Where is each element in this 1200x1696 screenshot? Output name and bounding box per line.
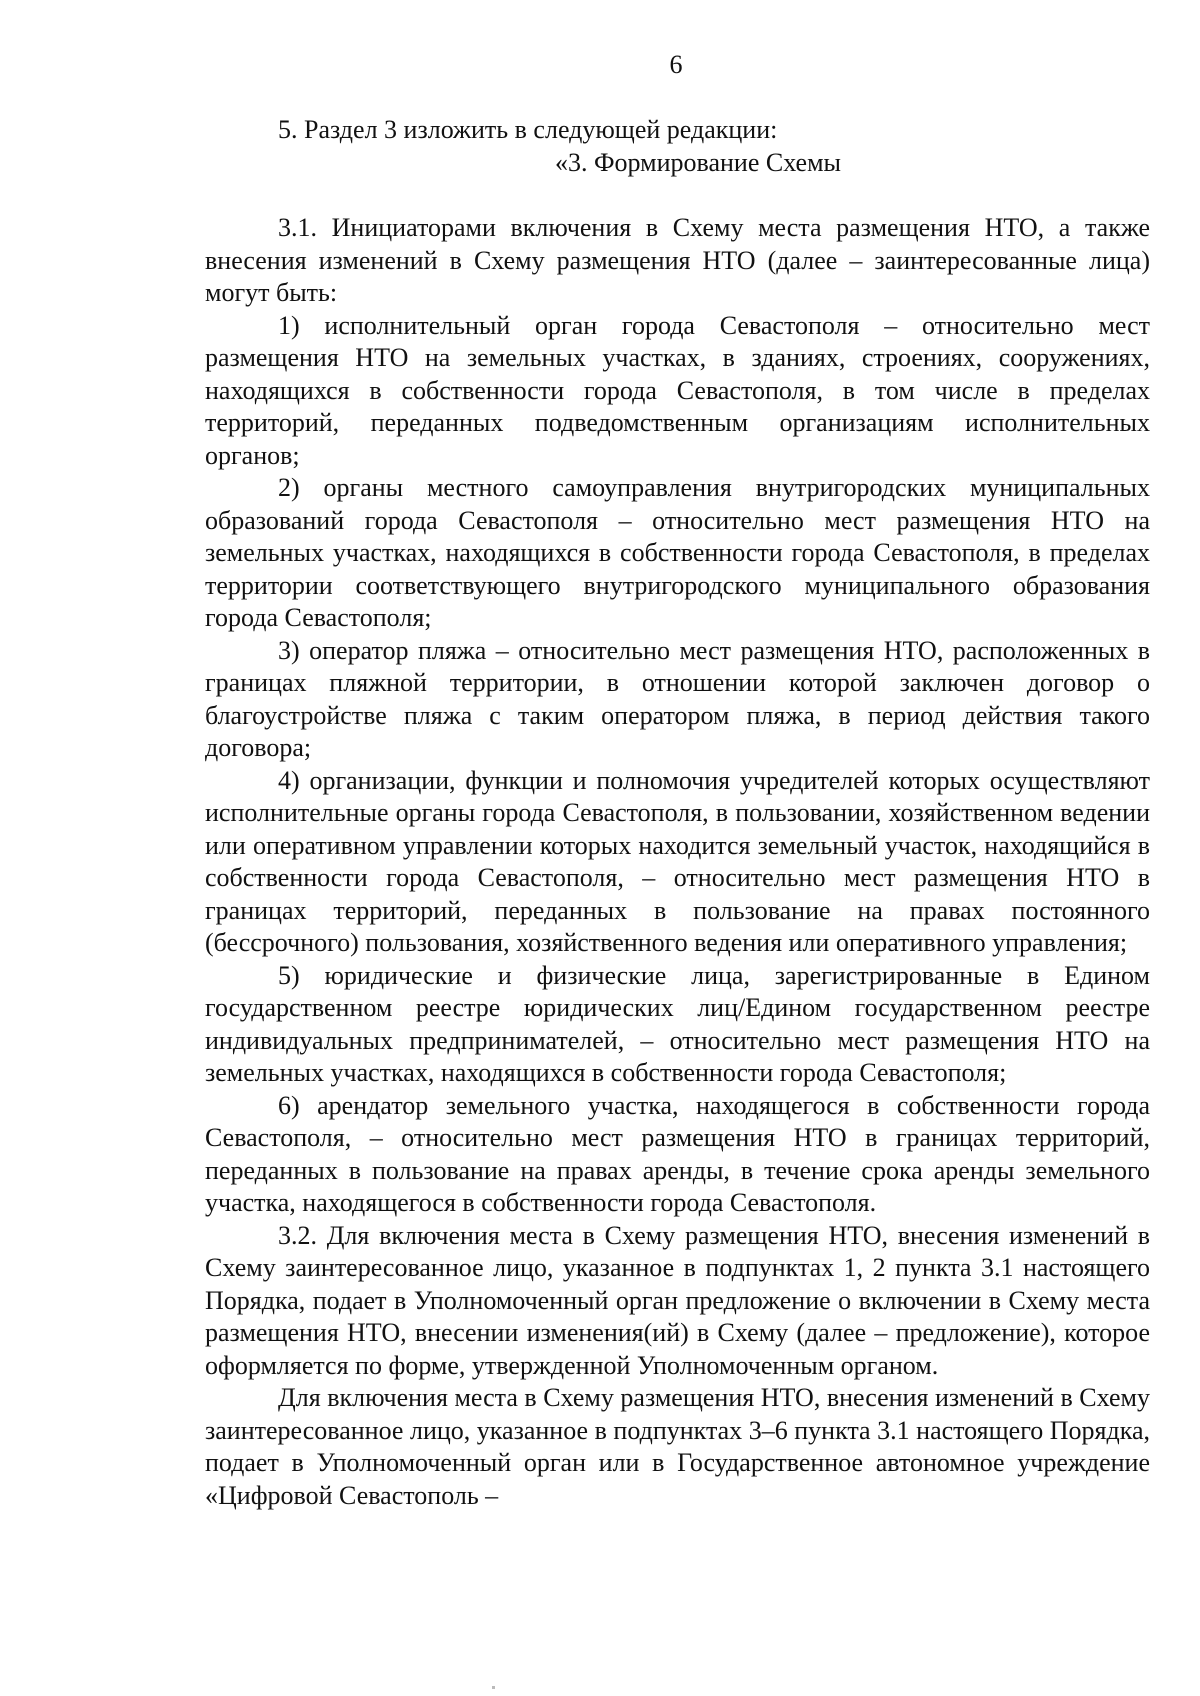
paragraph-3-1: 3.1. Инициаторами включения в Схему места размещения НТО, а также внесения изменений в Схему размещения НТО (далее – заинтересованные лица) могут быть: bbox=[205, 213, 1150, 307]
list-item-1: 1) исполнительный орган города Севастополя – относительно мест размещения НТО на земельных участках, в зданиях, строениях, сооружениях, находящихся в собственности города Севастополя, в том числе в пределах территорий, переданных подведомственным организациям исполнительных органов; bbox=[205, 310, 1150, 470]
list-item-4: 4) организации, функции и полномочия учредителей которых осуществляют исполнительные органы города Севастополя, в пользовании, хозяйственном ведении или оперативном управлении которых находится земельный участок, находящийся в собственности города Севастополя, – относительно мест размещения НТО в границах территорий, переданных в пользование на правах постоянного (бессрочного) пользования, хозяйственного ведения или оперативного управления; bbox=[205, 765, 1150, 957]
paragraph-3-2: 3.2. Для включения места в Схему размещения НТО, внесения изменений в Схему заинтересованное лицо, указанное в подпунктах 1, 2 пункта 3.1 настоящего Порядка, подает в Уполномоченный орган предложение о включении в Схему места размещения НТО, внесении изменения(ий) в Схему (далее – предложение), которое оформляется по форме, утвержденной Уполномоченным органом. bbox=[205, 1220, 1150, 1380]
scan-artifact bbox=[492, 1686, 495, 1689]
list-item-6: 6) арендатор земельного участка, находящегося в собственности города Севастополя, – относительно мест размещения НТО в границах территорий, переданных в пользование на правах аренды, в течение срока аренды земельного участка, находящегося в собственности города Севастополя. bbox=[205, 1090, 1150, 1217]
document-body bbox=[205, 114, 1150, 1512]
paragraph-continuation: Для включения места в Схему размещения НТО, внесения изменений в Схему заинтересованное лицо, указанное в подпунктах 3–6 пункта 3.1 настоящего Порядка, подает в Уполномоченный орган или в Государственное автономное учреждение «Цифровой Севастополь – bbox=[205, 1383, 1150, 1510]
amendment-intro: 5. Раздел 3 изложить в следующей редакции: bbox=[278, 115, 778, 144]
page-number: 6 bbox=[669, 50, 683, 79]
list-item-5: 5) юридические и физические лица, зарегистрированные в Едином государственном реестре юридических лиц/Едином государственном реестре индивидуальных предпринимателей, – относительно мест размещения НТО на земельных участках, находящихся в собственности города Севастополя; bbox=[205, 960, 1150, 1087]
section-title: «3. Формирование Схемы bbox=[555, 147, 842, 177]
list-item-3: 3) оператор пляжа – относительно мест размещения НТО, расположенных в границах пляжной территории, в отношении которой заключен договор о благоустройстве пляжа с таким оператором пляжа, в период действия такого договора; bbox=[205, 635, 1150, 762]
list-item-2: 2) органы местного самоуправления внутригородских муниципальных образований города Севастополя – относительно мест размещения НТО на земельных участках, находящихся в собственности города Севастополя, в пределах территории соответствующего внутригородского муниципального образования города Севастополя; bbox=[205, 473, 1150, 632]
blank-line bbox=[205, 179, 1150, 212]
